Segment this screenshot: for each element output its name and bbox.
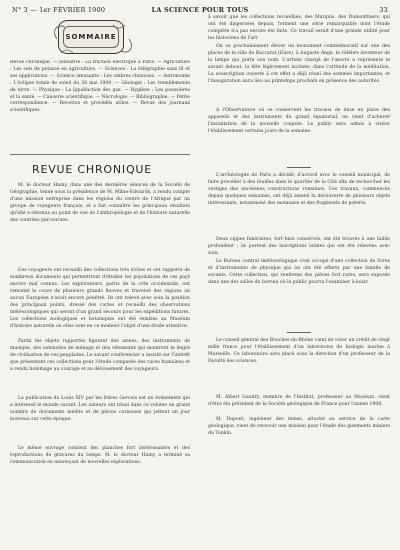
sommaire-cartouche [58,20,124,54]
page-number: 33 [379,6,388,14]
article-paragraph: L'archéologue de Paris a décidé, d'accord avec le conseil municipal, de faire procéder à des fouilles dans le quartier de la Cité afin de rechercher les vestiges des anciennes constructions romaines. Ces travaux, commencés depuis quelques semaines, ont déjà amené la découverte de plusieurs objets intéressants, notamment des monnaies et des fragments de poterie. [208,173,390,206]
article-paragraph: Parmi les objets rapportés figurent des armes, des instruments de musique, des ustensiles de ménage et des vêtements qui montrent le degré de civilisation de ces peuplades. Le savant conférencier a insisté sur l'intérêt que présentent ces collections pour l'étude comparée des races humaines et a rendu hommage au courage et au dévouement des voyageurs. [10,339,190,372]
article-paragraph: Deux cippes funéraires, fort bien conservés, ont été trouvés à une faible profondeur ; ils portent des inscriptions latines qui ont été relevées avec soin. [208,237,390,256]
section-title: REVUE CHRONIQUE [32,163,153,176]
article-paragraph: M. Dupont, ingénieur des mines, attaché au service de la carte géologique, vient de recevoir une mission pour l'étude des gisements miniers du Tonkin. [208,417,390,436]
right-column [208,14,390,438]
article-paragraph: Le même ouvrage contient des planches fort intéressantes et des reproductions de gravures du temps. M. le docteur Hamy a terminé sa communication en annonçant de nouvelles explorations. [10,446,190,465]
paragraph-divider [287,167,311,168]
issue-date: N° 3 — 1er FÉVRIER 1900 [12,6,106,14]
sommaire-label: SOMMAIRE [65,33,117,41]
summary-text: Revue chronique. — Industrie : La traction électrique à Paris. — Agriculture : Les sels de potasse en agriculture. — Sciences : La télégraphie sans fil et ses applications. — Science amusante : Les ombres chinoises. — Astronomie : L'éclipse totale de soleil du 28 mai 1900. — Géologie : Les tremblements de terre. — Physique : La liquéfaction des gaz. — Hygiène : Les poussières et la santé. — Causerie scientifique. — Nécrologie. — Bibliographie. — Petite correspondance. — Recettes et procédés utiles. — Revue des journaux scientifiques. [10,60,190,114]
article-paragraph: Le Bureau central météorologique s'est occupé d'une collection de livres et d'instruments de physique qui lui ont été offerts par une famille de savants. Cette collection, qui renferme des pièces fort rares, sera exposée dans une des salles du bureau où le public pourra l'examiner à loisir. [208,259,390,285]
article-paragraph: A l'Observatoire où se conservent les travaux de mise en place des appareils et des instruments du grand équatorial, on vient d'achever l'installation de la nouvelle coupole. Le public sera admis à visiter l'établissement certains jours de la semaine. [208,108,390,134]
journal-title: LA SCIENCE POUR TOUS [151,6,249,14]
article-paragraph: La publication du Louis XIV par les frères Gervais est un événement qui a intéressé le monde savant. Les auteurs ont réuni dans ce volume un grand nombre de documents inédits et de pièces curieuses qui jettent un jour nouveau sur cette époque. [10,396,190,422]
left-column [10,16,190,474]
sommaire-inner-frame [63,26,119,48]
article-paragraph: On va prochainement élever un monument commémoratif sur une des places de la ville de Baccarat (Eure), à Auguste Ange, le célèbre inventeur de la lampe qui porte son nom. L'artiste chargé de l'œuvre a représenté le savant debout, la tête légèrement inclinée, dans l'attitude de la méditation. La souscription ouverte à cet effet a déjà réuni des sommes importantes, et l'inauguration aura lieu au printemps prochain en présence des autorités. [208,44,390,84]
article-paragraph: M. le docteur Hamy, dans une des dernières séances de la Société de Géographie, tenue sous la présidence de M. Milne-Edwards, a rendu compte d'une mission entreprise dans les régions du centre de l'Afrique par un groupe de voyageurs français, et a fait connaître les principaux résultats qu'elle a obtenus au point de vue de l'anthropologie et de l'histoire naturelle des contrées parcourues. [10,183,190,223]
article-paragraph: à savoir que les collections recueillies, des Marquis, des Dumonthiers, qui ont été dispersées depuis, forment une série remarquable dont l'étude complète n'a pas encore été faite. Ce travail serait d'une grande utilité pour les historiens de l'art. [208,15,390,41]
article-paragraph: M. Albert Gaudry, membre de l'Institut, professeur au Muséum, vient d'être élu président de la Société géologique de France pour l'année 1900. [208,395,390,407]
paragraph-divider [287,332,311,333]
article-paragraph: Ces voyageurs ont recueilli des collections très riches et ont rapporté de nombreux documents qui permettront d'étudier les populations de ces pays encore mal connus. Les explorateurs, partis de la côte occidentale, ont remonté le cours de plusieurs grands fleuves et traversé des régions où aucun Européen n'avait encore pénétré. Ils ont relevé avec soin la position des principaux points, dressé des cartes et recueilli des observations météorologiques qui seront d'un grand secours pour les expéditions futures. Les collections zoologiques et botaniques ont été remises au Muséum d'histoire naturelle où elles sont en ce moment l'objet d'une étude attentive. [10,268,190,329]
article-paragraph: Le conseil général des Bouches-du-Rhône vient de voter un crédit de vingt mille francs pour l'établissement d'un laboratoire de biologie marine à Marseille. Ce laboratoire sera placé sous la direction d'un professeur de la Faculté des sciences. [208,338,390,364]
section-divider [10,154,190,155]
